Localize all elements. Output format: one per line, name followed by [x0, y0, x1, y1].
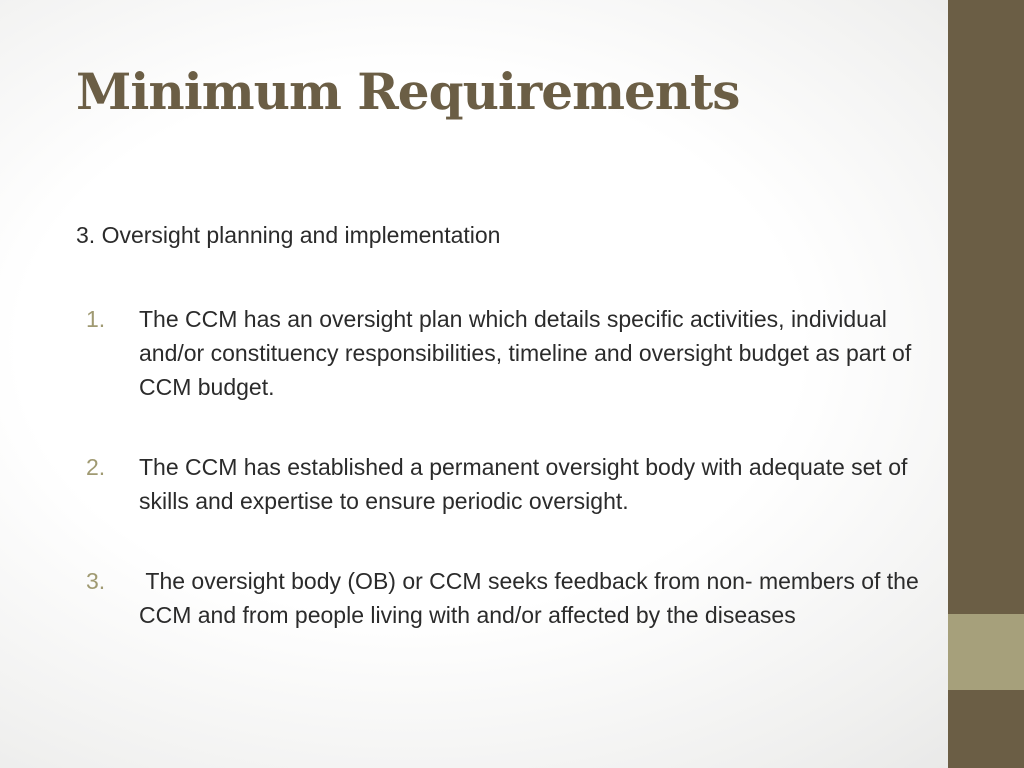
requirements-list — [76, 302, 948, 632]
list-item — [76, 450, 948, 518]
slide-title: Minimum Requirements — [76, 62, 740, 121]
list-item — [76, 302, 948, 404]
sidebar-accent-block — [948, 614, 1024, 690]
list-item-text: The CCM has established a permanent oversight body with adequate set of skills and expertise to ensure periodic oversight. — [139, 454, 908, 514]
list-item-text: The CCM has an oversight plan which details specific activities, individual and/or constituency responsibilities, timeline and oversight budget as part of CCM budget. — [139, 306, 912, 400]
list-item-number: 2. — [86, 454, 106, 480]
list-item-number: 3. — [86, 568, 106, 594]
list-item — [76, 564, 948, 632]
list-item-number: 1. — [86, 306, 106, 332]
section-heading: 3. Oversight planning and implementation — [76, 222, 501, 248]
list-item-text: The oversight body (OB) or CCM seeks feedback from non- members of the CCM and from people living with and/or affected by the diseases — [139, 568, 926, 628]
